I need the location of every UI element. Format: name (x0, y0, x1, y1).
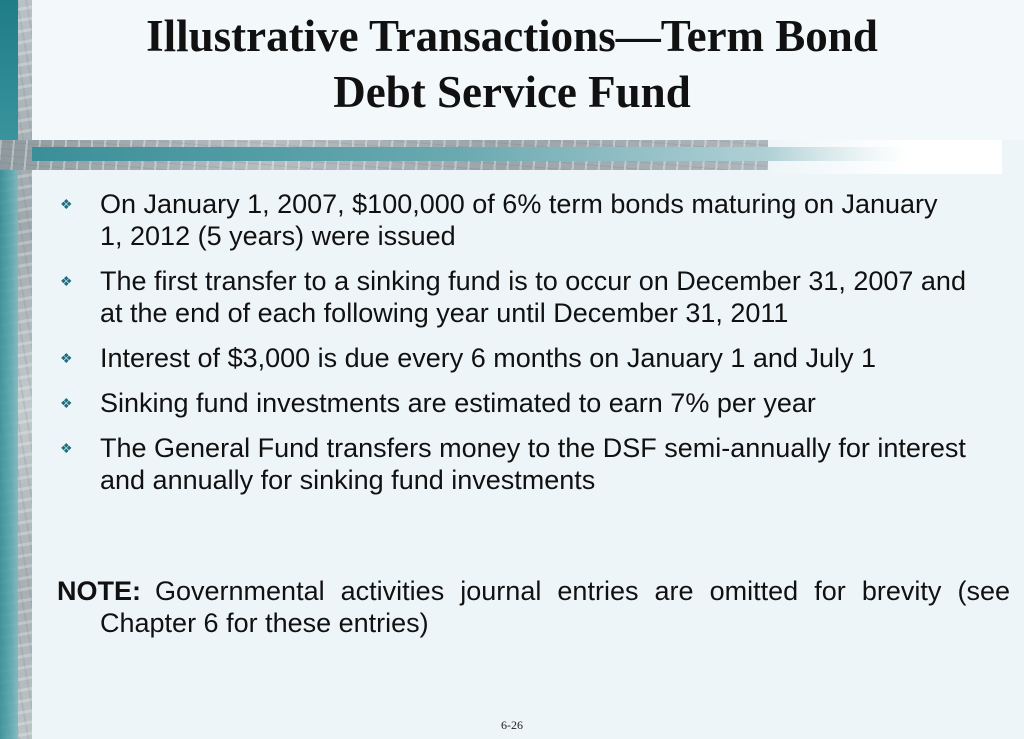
slide-title-line-2: Debt Service Fund (333, 67, 691, 117)
teal-side-stripe-top (0, 0, 18, 160)
note-paragraph (57, 575, 1010, 639)
bullet-text: The General Fund transfers money to the DSF semi-annually for interest and annually for sinking fund investments (100, 433, 966, 495)
slide-title-line-1: Illustrative Transactions—Term Bond (146, 11, 878, 61)
bullet-list (57, 188, 967, 509)
slide-title (32, 8, 992, 120)
bullet-item (57, 188, 967, 252)
diamond-bullet-icon: ❖ (60, 440, 73, 456)
bullet-item (57, 432, 967, 496)
note-text: Governmental activities journal entries are omitted for brevity (see Chapter 6 for these entries) (100, 576, 1010, 638)
bullet-item (57, 265, 967, 329)
page-number: 6-26 (501, 718, 523, 732)
white-band-fade (768, 140, 1002, 174)
bullet-item (57, 387, 967, 419)
diamond-bullet-icon: ❖ (60, 273, 73, 289)
diamond-bullet-icon: ❖ (60, 350, 73, 366)
diamond-bullet-icon: ❖ (60, 196, 73, 212)
bullet-text: On January 1, 2007, $100,000 of 6% term bonds maturing on January 1, 2012 (5 years) were issued (100, 189, 938, 251)
diamond-bullet-icon: ❖ (60, 395, 73, 411)
bullet-text: Sinking fund investments are estimated to earn 7% per year (100, 388, 816, 418)
bullet-text: Interest of $3,000 is due every 6 months on January 1 and July 1 (100, 343, 876, 373)
bullet-text: The first transfer to a sinking fund is to occur on December 31, 2007 and at the end of each following year until December 31, 2011 (100, 266, 966, 328)
bullet-item (57, 342, 967, 374)
note-label: NOTE: (57, 576, 141, 606)
